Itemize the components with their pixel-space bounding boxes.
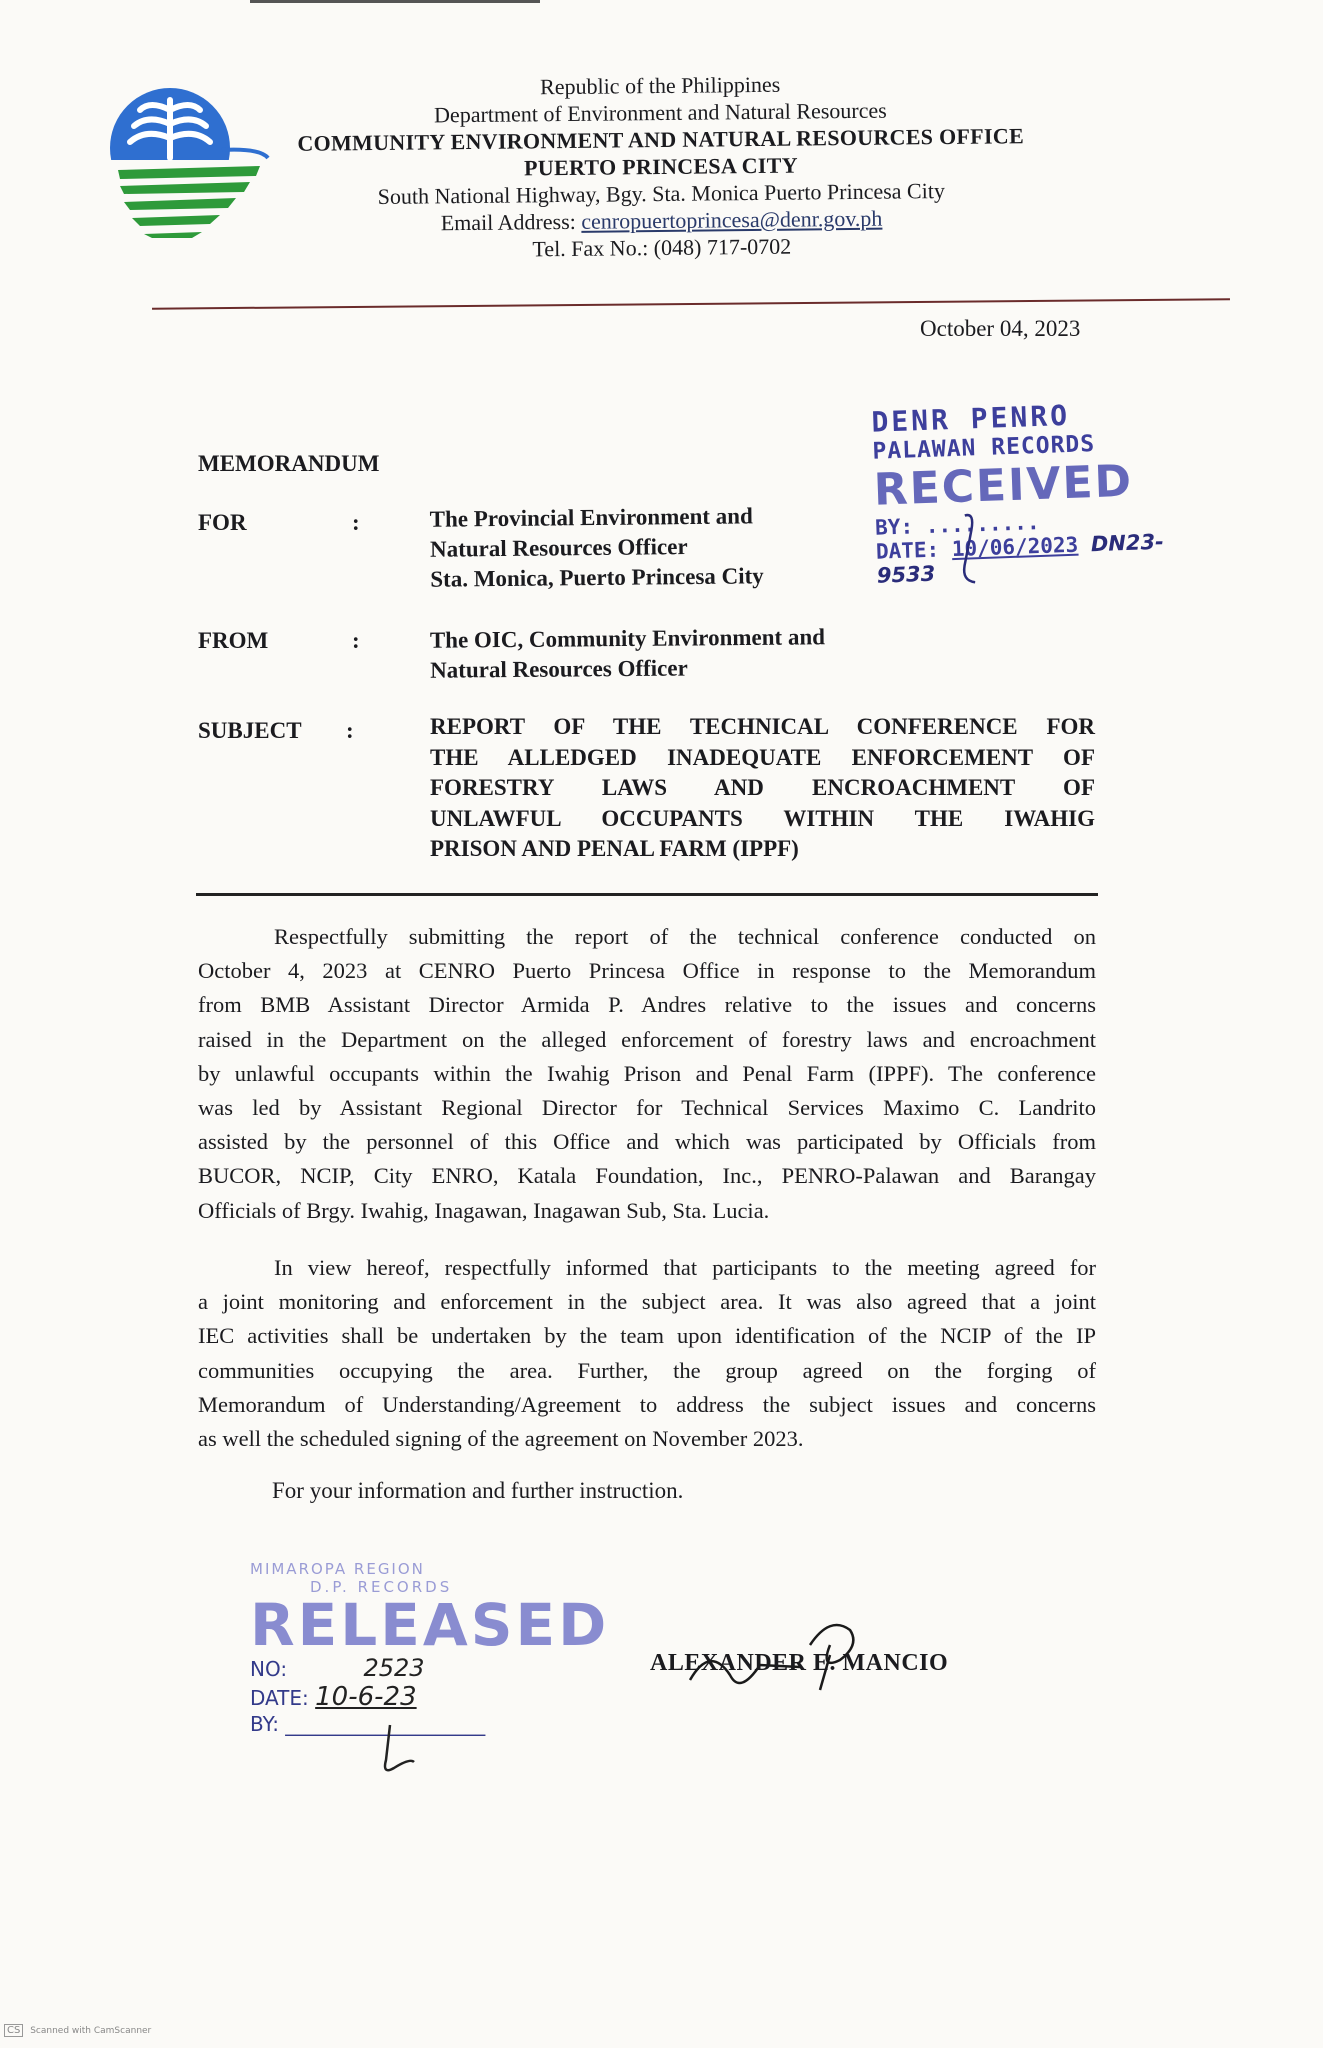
handwritten-signature bbox=[680, 1585, 900, 1705]
received-stamp-records: PALAWAN RECORDS bbox=[872, 431, 1096, 465]
camscanner-icon: CS bbox=[4, 2024, 23, 2037]
letterhead bbox=[270, 68, 1052, 265]
memo-date: October 04, 2023 bbox=[920, 316, 1081, 341]
closing-line: For your information and further instruction. bbox=[272, 1478, 684, 1503]
para2-line: Memorandum of Understanding/Agreement to address the subject issues and concerns bbox=[198, 1391, 1096, 1417]
letterhead-republic: Republic of the Philippines bbox=[539, 71, 781, 100]
letterhead-department: Department of Environment and Natural Resources bbox=[433, 97, 887, 128]
released-stamp-word: RELEASED bbox=[250, 1591, 610, 1659]
para1-line: by unlawful occupants within the Iwahig Prison and Penal Farm (IPPF). The conference bbox=[198, 1060, 1096, 1086]
header-divider bbox=[152, 298, 1230, 309]
subject-line-4: UNLAWFUL OCCUPANTS WITHIN THE IWAHIG bbox=[430, 805, 1095, 831]
subject-value bbox=[430, 712, 1095, 865]
para1-line: Officials of Brgy. Iwahig, Inagawan, Inagawan Sub, Sta. Lucia. bbox=[198, 1197, 770, 1223]
letterhead-city: PUERTO PRINCESA CITY bbox=[523, 152, 798, 181]
received-dn-number: DN23-9533 bbox=[876, 529, 1165, 588]
denr-logo bbox=[110, 78, 270, 238]
subject-line-1: REPORT OF THE TECHNICAL CONFERENCE FOR bbox=[430, 714, 1095, 739]
letterhead-office: COMMUNITY ENVIRONMENT AND NATURAL RESOURCES OFFICE bbox=[297, 123, 1025, 156]
para1-line: Respectfully submitting the report of the technical conference conducted on bbox=[274, 924, 1096, 949]
received-date-label: DATE: bbox=[875, 537, 940, 564]
subject-label: SUBJECT bbox=[198, 718, 302, 743]
released-stamp-date bbox=[250, 1682, 590, 1712]
received-date-value: 10/06/2023 bbox=[951, 532, 1079, 562]
para1-line: BUCOR, NCIP, City ENRO, Katala Foundation, Inc., PENRO-Palawan and Barangay bbox=[198, 1163, 1096, 1189]
for-line-3: Sta. Monica, Puerto Princesa City bbox=[430, 563, 764, 592]
letterhead-tel: Tel. Fax No.: (048) 717-0702 bbox=[532, 233, 792, 262]
subject-line-2: THE ALLEDGED INADEQUATE ENFORCEMENT OF bbox=[430, 744, 1095, 770]
for-line-2: Natural Resources Officer bbox=[429, 534, 688, 562]
received-by-line: ......... bbox=[925, 510, 1040, 538]
para2-line: In view hereof, respectfully informed that participants to the meeting agreed for bbox=[274, 1255, 1096, 1280]
for-value bbox=[430, 501, 764, 594]
received-stamp-office: DENR PENRO bbox=[870, 398, 1071, 439]
released-stamp bbox=[250, 1560, 610, 1736]
top-edge-line bbox=[250, 0, 540, 3]
from-label: FROM bbox=[198, 628, 269, 653]
from-colon: : bbox=[352, 628, 360, 653]
received-initials-signature bbox=[945, 510, 988, 591]
signatory-name: ALEXANDER E. MANCIO bbox=[650, 1650, 949, 1676]
for-line-1: The Provincial Environment and bbox=[429, 503, 753, 532]
para1-line: October 4, 2023 at CENRO Puerto Princesa Office in response to the Memorandum bbox=[198, 958, 1096, 984]
released-date-label: DATE: bbox=[250, 1686, 309, 1710]
scanner-footer bbox=[4, 2024, 151, 2037]
letterhead-address: South National Highway, Bgy. Sta. Monica Puerto Princesa City bbox=[377, 178, 946, 209]
para2-line: as well the scheduled signing of the agreement on November 2023. bbox=[198, 1426, 804, 1452]
released-no-label: NO: bbox=[250, 1657, 288, 1681]
para1-line: from BMB Assistant Director Armida P. Andres relative to the issues and concerns bbox=[198, 992, 1096, 1018]
subject-colon: : bbox=[346, 718, 354, 743]
released-no-value: 2523 bbox=[363, 1654, 425, 1682]
subject-line-5: PRISON AND PENAL FARM (IPPF) bbox=[430, 836, 799, 861]
released-date-value: 10-6-23 bbox=[315, 1682, 417, 1712]
for-colon: : bbox=[352, 510, 360, 535]
para1-line: raised in the Department on the alleged enforcement of forestry laws and encroachment bbox=[198, 1026, 1096, 1052]
para1-line: assisted by the personnel of this Office and which was participated by Officials from bbox=[198, 1129, 1096, 1155]
memo-title: MEMORANDUM bbox=[198, 451, 380, 476]
from-line-2: Natural Resources Officer bbox=[430, 655, 688, 683]
denr-logo-icon bbox=[110, 78, 270, 238]
email-link[interactable]: cenropuertoprincesa@denr.gov.ph bbox=[581, 205, 883, 234]
para2-line: communities occupying the area. Further, the group agreed on the forging of bbox=[198, 1357, 1096, 1383]
received-stamp-date bbox=[876, 528, 1207, 587]
received-stamp bbox=[871, 394, 1207, 587]
para1-line: was led by Assistant Regional Director for Technical Services Maximo C. Landrito bbox=[198, 1095, 1096, 1121]
released-by-line: ____________________ bbox=[285, 1712, 486, 1736]
from-value bbox=[430, 622, 826, 685]
subject-line-3: FORESTRY LAWS AND ENCROACHMENT OF bbox=[430, 775, 1095, 800]
released-by-label: BY: bbox=[250, 1712, 279, 1736]
email-label: Email Address: bbox=[440, 208, 576, 236]
from-line-1: The OIC, Community Environment and bbox=[429, 624, 826, 653]
released-stamp-region: MIMAROPA REGION bbox=[250, 1560, 425, 1578]
released-stamp-records: D.P. RECORDS bbox=[310, 1578, 453, 1596]
body-paragraph-2 bbox=[198, 1251, 1096, 1456]
subject-divider bbox=[196, 893, 1098, 896]
body-paragraph-1 bbox=[198, 920, 1096, 1228]
para2-line: IEC activities shall be undertaken by the team upon identification of the NCIP of the IP bbox=[198, 1323, 1096, 1349]
for-label: FOR bbox=[198, 510, 247, 535]
para2-line: a joint monitoring and enforcement in the subject area. It was also agreed that a joint bbox=[198, 1289, 1096, 1315]
released-initials-signature bbox=[370, 1720, 430, 1780]
received-by-label: BY: bbox=[874, 514, 914, 540]
scanner-footer-text: Scanned with CamScanner bbox=[30, 2026, 152, 2036]
received-stamp-word: RECEIVED bbox=[872, 455, 1134, 516]
